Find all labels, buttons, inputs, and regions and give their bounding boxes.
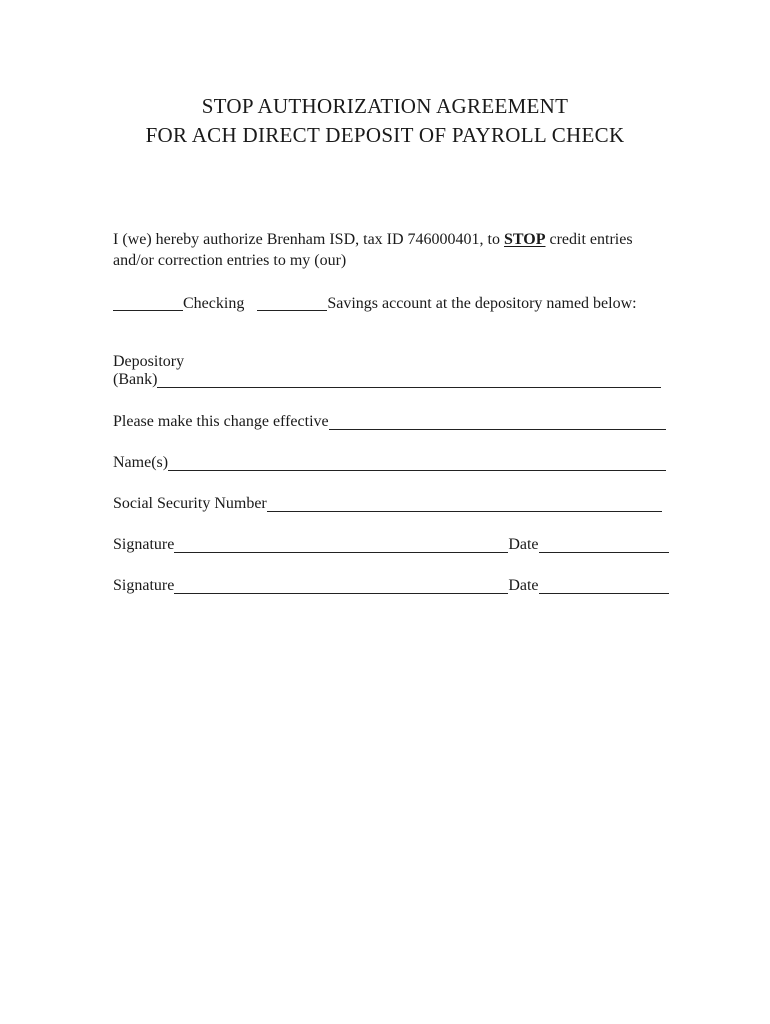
depository-blank[interactable] [157, 369, 661, 388]
authorization-paragraph [113, 229, 673, 250]
depository-label-line2: (Bank) [113, 371, 158, 388]
date1-blank[interactable] [539, 534, 669, 553]
checking-label: Checking [183, 295, 245, 312]
authorization-line2: and/or correction entries to my (our) [113, 252, 347, 269]
effective-date-blank[interactable] [329, 411, 666, 430]
savings-blank[interactable] [257, 292, 327, 311]
ssn-blank[interactable] [267, 493, 662, 512]
signature1-blank[interactable] [174, 534, 508, 553]
ssn-label: Social Security Number [113, 495, 267, 512]
account-type-row [113, 291, 637, 313]
names-blank[interactable] [168, 452, 666, 471]
signature2-label: Signature [113, 577, 175, 594]
effective-label: Please make this change effective [113, 413, 329, 430]
names-label: Name(s) [113, 454, 169, 471]
date2-label: Date [508, 577, 539, 594]
depository-row [113, 368, 661, 390]
checking-blank[interactable] [113, 292, 183, 311]
names-row [113, 451, 666, 473]
signature1-label: Signature [113, 536, 175, 553]
authorization-stop-word: STOP [504, 231, 546, 248]
ssn-row [113, 492, 662, 514]
authorization-suffix: credit entries [545, 231, 633, 248]
effective-row [113, 410, 666, 432]
signature2-row [113, 574, 669, 596]
form-title-line2: FOR ACH DIRECT DEPOSIT OF PAYROLL CHECK [145, 123, 625, 147]
signature1-row [113, 533, 669, 555]
date1-label: Date [508, 536, 539, 553]
form-title-line1: STOP AUTHORIZATION AGREEMENT [201, 94, 569, 118]
date2-blank[interactable] [539, 575, 669, 594]
authorization-prefix: I (we) hereby authorize Brenham ISD, tax ID 746000401, to [113, 231, 504, 248]
signature2-blank[interactable] [174, 575, 508, 594]
depository-label-line1: Depository [113, 353, 185, 370]
savings-label: Savings account at the depository named below: [327, 295, 637, 312]
